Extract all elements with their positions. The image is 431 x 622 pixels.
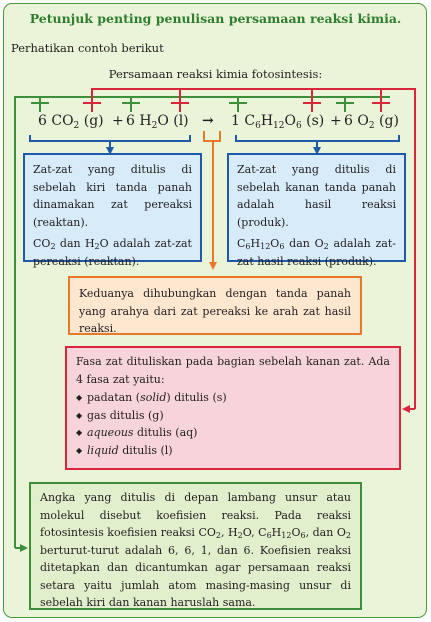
reactants-example-sub: 2: [50, 242, 56, 251]
phase-term: padatan (: [87, 391, 141, 404]
h2o-subscript: 2: [151, 121, 158, 131]
h2o-formula: 6 H: [126, 113, 152, 129]
h2o-phase: O (l): [157, 113, 189, 129]
phase-item-liquid: [76, 442, 390, 460]
panel-title: Petunjuk penting penulisan persamaan reaksi kimia.: [29, 11, 402, 26]
glucose-c-subscript: 6: [255, 121, 261, 131]
products-example-sub: 6: [245, 242, 251, 251]
coef-part: berturut-turut adalah 6, 6, 1, dan 6. Koefisien reaksi ditetapkan dan dicantumkan agar persamaan reaksi setara yaitu jumlah atom masing-masing unsur di sebelah kiri dan kanan haruslah sama.: [40, 543, 351, 609]
coef-part: Angka yang ditulis di depan lambang unsur atau molekul disebut koefisien reaksi. Pada reaksi fotosintesis koefisien reaksi CO: [40, 491, 351, 539]
co2-formula: 6 CO: [38, 113, 74, 129]
plus-sign-2: +: [330, 113, 342, 129]
phase-term: gas ditulis (g): [87, 408, 164, 422]
reactants-example-sub: 2: [94, 242, 100, 251]
co2-phase: (g): [79, 113, 104, 129]
arrow-connector: [204, 131, 220, 266]
coef-part: O: [291, 526, 301, 539]
phase-italic: aqueous: [87, 426, 134, 439]
arrow-explanation-text: Keduanya dihubungkan dengan tanda panah yang arahya dari zat pereaksi ke arah zat hasil reaksi.: [79, 287, 351, 335]
reactants-example-part: dan H: [55, 237, 95, 250]
phase-rest: ditulis (aq): [133, 426, 198, 439]
intro-text: Perhatikan contoh berikut: [11, 41, 164, 55]
equation-caption: Persamaan reaksi kimia fotosintesis:: [108, 67, 323, 81]
reactants-definition: Zat-zat yang ditulis di sebelah kiri tanda panah dinamakan zat pereaksi (reaktan).: [33, 163, 192, 229]
phase-box: [65, 346, 401, 470]
phase-italic: solid: [140, 391, 167, 404]
phase-item-aqueous: [76, 424, 390, 442]
phase-item-gas: [76, 407, 390, 425]
glucose-o-subscript: 6: [295, 121, 302, 131]
glucose-formula: 1 C: [231, 113, 256, 129]
coef-sub: 12: [281, 531, 292, 540]
coef-sub: 2: [237, 531, 243, 540]
co2-subscript: 2: [73, 121, 80, 131]
products-example-part: dan O: [284, 237, 324, 250]
products-box: [227, 153, 406, 268]
phase-rest: ) ditulis (s): [166, 391, 227, 404]
phase-intro: Fasa zat dituliskan pada bagian sebelah kanan zat. Ada 4 fasa zat yaitu:: [76, 355, 390, 386]
plus-sign: +: [112, 113, 124, 129]
phase-list: [76, 389, 390, 459]
glucose-phase: (s): [301, 113, 325, 129]
coef-sub: 6: [300, 531, 306, 540]
phase-rest: ditulis (l): [118, 443, 173, 457]
coef-sub: 2: [215, 531, 221, 540]
arrow-explanation-box: [68, 276, 362, 335]
h2o-term: [126, 110, 189, 132]
products-example-sub: 6: [279, 242, 285, 251]
reactants-example: [33, 235, 192, 270]
o2-formula: 6 O: [344, 113, 369, 129]
products-example-part: adalah zat-zat hasil reaksi (produk).: [237, 237, 396, 268]
reactants-example-part: O adalah zat-zat pereaksi (reaktan).: [33, 237, 192, 268]
co2-term: [38, 110, 104, 132]
glucose-h: H: [260, 113, 274, 129]
coef-sub: 6: [266, 531, 272, 540]
phase-item-solid: [76, 389, 390, 407]
reaction-arrow: →: [202, 113, 214, 129]
coef-part: , dan O: [305, 526, 346, 539]
o2-subscript: 2: [368, 121, 375, 131]
coefficient-box: [29, 482, 362, 610]
glucose-term: [231, 110, 324, 132]
glucose-o: O: [284, 113, 296, 129]
o2-phase: (g): [374, 113, 399, 129]
products-example: [237, 235, 396, 270]
products-example-part: C: [237, 237, 246, 250]
coef-part: H: [271, 526, 282, 539]
coefficient-text: [40, 489, 351, 612]
o2-term: [344, 110, 399, 132]
reactant-product-brackets: [30, 135, 399, 151]
products-example-sub: 2: [323, 242, 329, 251]
reactants-box: [23, 153, 202, 268]
reactants-example-part: CO: [33, 237, 51, 250]
products-example-part: O: [270, 237, 280, 250]
products-definition: Zat-zat yang ditulis di sebelah kanan tanda panah adalah hasil reaksi (produk).: [237, 163, 396, 229]
products-example-part: H: [250, 237, 261, 250]
products-example-sub: 12: [260, 242, 271, 251]
coef-part: O, C: [242, 526, 267, 539]
phase-italic: liquid: [87, 443, 119, 457]
coef-part: , H: [220, 526, 238, 539]
coef-sub: 2: [345, 531, 351, 540]
glucose-h-subscript: 12: [273, 121, 285, 131]
